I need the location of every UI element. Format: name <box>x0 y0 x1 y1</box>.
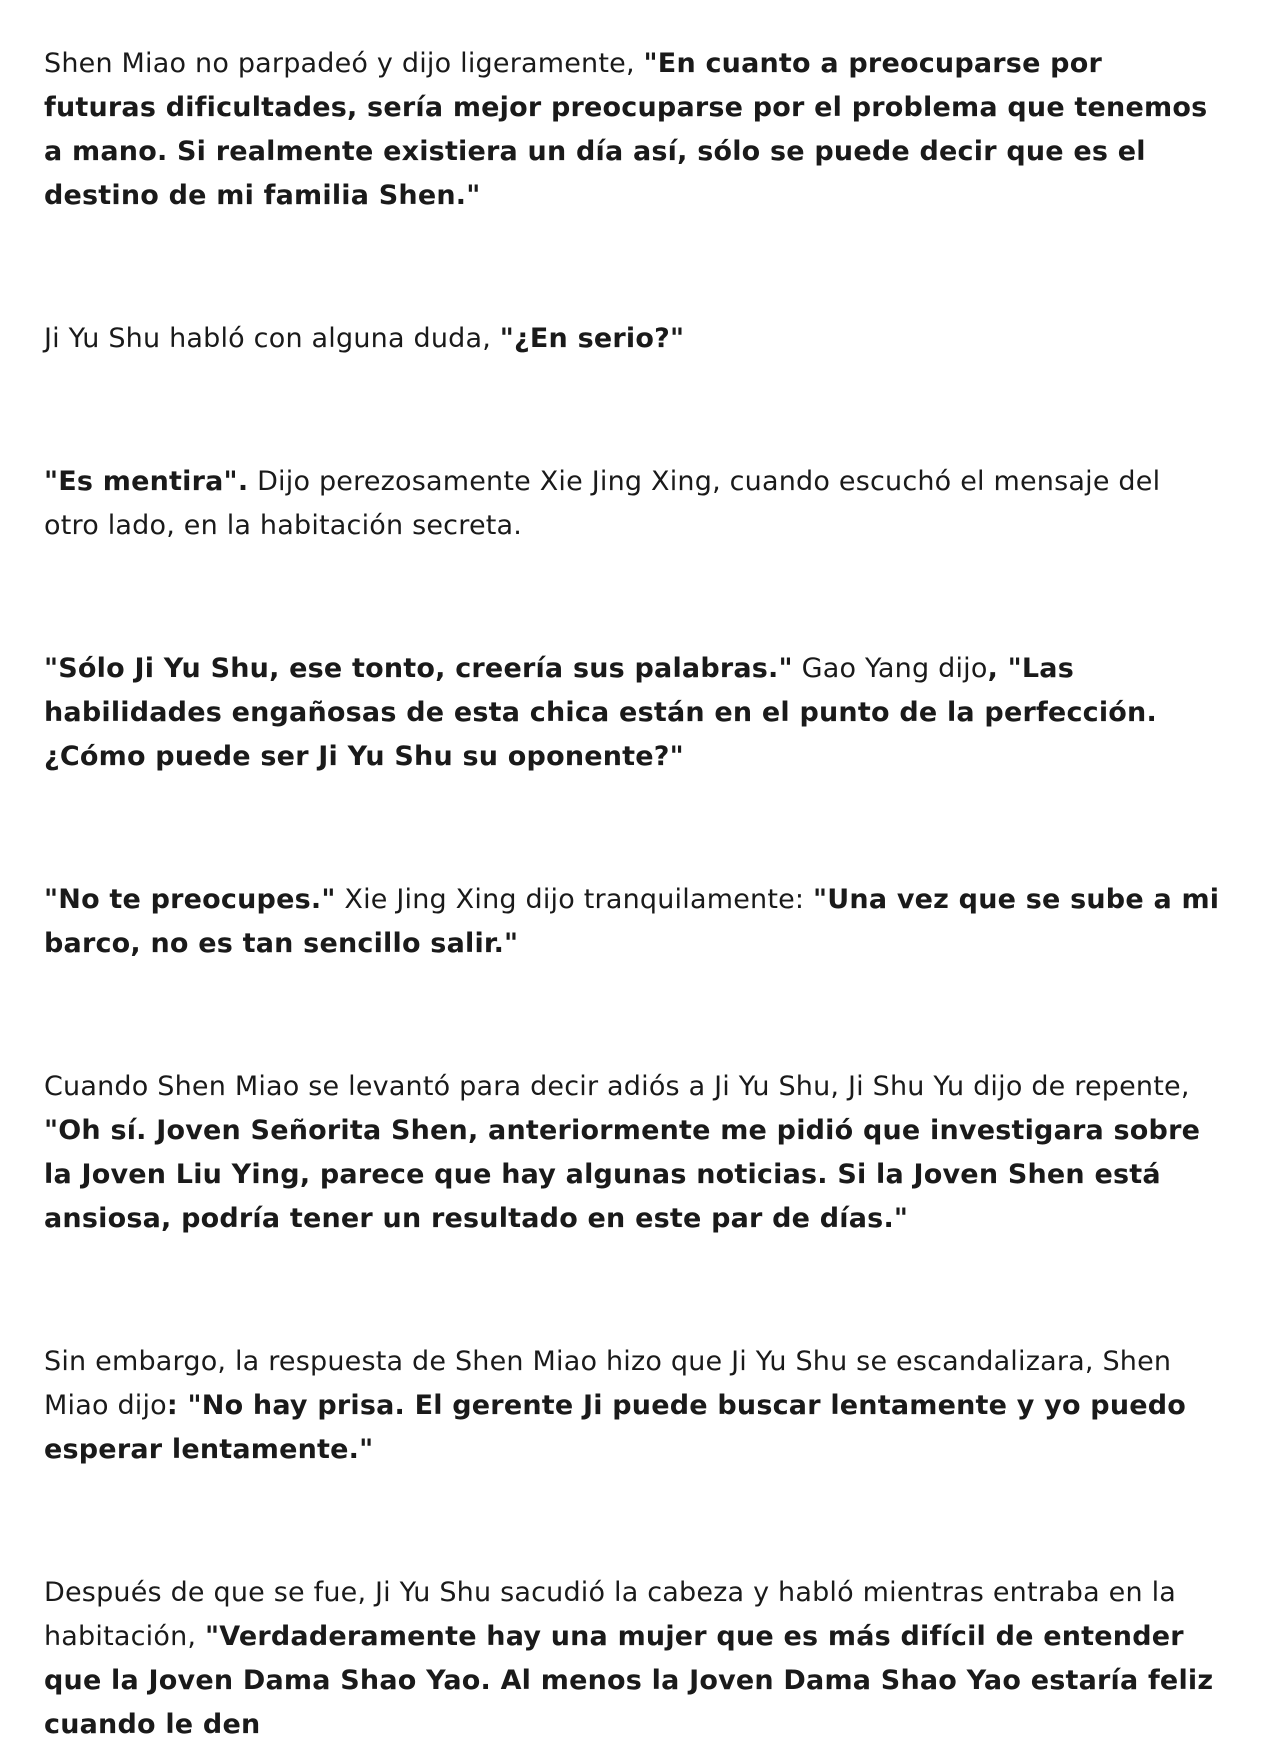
paragraph-text: Después de que se fue, Ji Yu Shu sacudió la cabeza y habló mientras entraba en la habitación, <box>44 1577 1177 1652</box>
dialogue-text: "Sólo Ji Yu Shu, ese tonto, creería sus palabras." <box>44 653 793 684</box>
dialogue-text: "No te preocupes." <box>44 884 336 915</box>
dialogue-text: "Es mentira". <box>44 466 249 497</box>
paragraph-7 <box>44 1340 1220 1472</box>
dialogue-text: "Oh sí. Joven Señorita Shen, anteriormente me pidió que investigara sobre la Joven Liu Ying, parece que hay algunas noticias. Si la Joven Shen está ansiosa, podría tener un resultado en este par de días." <box>44 1115 1201 1234</box>
paragraph-text: Cuando Shen Miao se levantó para decir adiós a Ji Yu Shu, Ji Shu Yu dijo de repente, <box>44 1071 1190 1102</box>
paragraph-8 <box>44 1571 1220 1747</box>
dialogue-text: , "Las habilidades engañosas de esta chica están en el punto de la perfección. ¿Cómo puede ser Ji Yu Shu su oponente?" <box>44 653 1157 772</box>
paragraph-6 <box>44 1065 1220 1241</box>
paragraph-5 <box>44 878 1220 966</box>
dialogue-text: "En cuanto a preocuparse por futuras dificultades, sería mejor preocuparse por el problema que tenemos a mano. Si realmente existiera un día así, sólo se puede decir que es el destino de mi familia Shen." <box>44 48 1208 211</box>
dialogue-text: "Una vez que se sube a mi barco, no es tan sencillo salir." <box>44 884 1220 959</box>
dialogue-text: : "No hay prisa. El gerente Ji puede buscar lentamente y yo puedo esperar lentamente." <box>44 1390 1187 1465</box>
dialogue-text: "Verdaderamente hay una mujer que es más difícil de entender que la Joven Dama Shao Yao. Al menos la Joven Dama Shao Yao estaría feliz cuando le den <box>44 1621 1214 1740</box>
paragraph-2 <box>44 317 1220 361</box>
paragraph-1 <box>44 42 1220 218</box>
paragraph-4 <box>44 647 1220 779</box>
paragraph-text: Dijo perezosamente Xie Jing Xing, cuando escuchó el mensaje del otro lado, en la habitación secreta. <box>44 466 1161 541</box>
paragraph-text: Sin embargo, la respuesta de Shen Miao hizo que Ji Yu Shu se escandalizara, Shen Miao dijo <box>44 1346 1172 1421</box>
paragraph-text: Gao Yang dijo <box>792 653 988 684</box>
dialogue-text: "¿En serio?" <box>499 323 685 354</box>
paragraph-text: Xie Jing Xing dijo tranquilamente: <box>335 884 814 915</box>
paragraph-3 <box>44 460 1220 548</box>
paragraph-text: Shen Miao no parpadeó y dijo ligeramente, <box>44 48 644 79</box>
paragraph-text: Ji Yu Shu habló con alguna duda, <box>44 323 500 354</box>
